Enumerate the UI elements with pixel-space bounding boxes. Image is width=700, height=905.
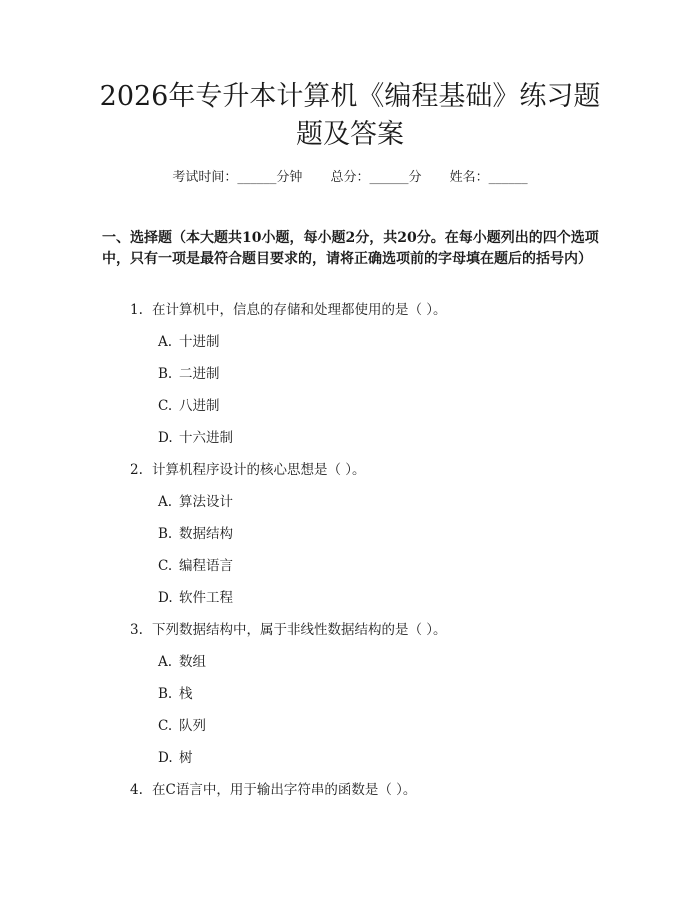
option-2a — [158, 492, 233, 512]
option-text: 算法设计 — [179, 494, 233, 510]
option-2c — [158, 556, 233, 576]
section-heading: 一、选择题（本大题共10小题，每小题2分，共20分。在每小题列出的四个选项中，只有一项是最符合题目要求的，请将正确选项前的字母填在题后的括号内） — [102, 230, 599, 267]
question-text: 计算机程序设计的核心思想是（ ）。 — [152, 462, 366, 478]
option-letter: A. — [158, 334, 173, 350]
option-letter: D. — [158, 590, 173, 606]
option-text: 十进制 — [179, 334, 220, 350]
question-number: 4. — [130, 782, 143, 798]
question-text: 在计算机中，信息的存储和处理都使用的是（ ）。 — [152, 302, 447, 318]
option-text: 十六进制 — [179, 430, 233, 446]
option-2d — [158, 588, 233, 608]
question-3 — [130, 620, 447, 640]
question-2 — [130, 460, 366, 480]
option-letter: D. — [158, 430, 173, 446]
option-letter: B. — [158, 686, 173, 702]
question-4 — [130, 780, 416, 800]
question-text: 在C语言中，用于输出字符串的函数是（ ）。 — [152, 782, 417, 798]
question-number: 3. — [130, 622, 143, 638]
option-letter: A. — [158, 494, 173, 510]
question-1 — [130, 300, 447, 320]
option-3c — [158, 716, 206, 736]
option-1c — [158, 396, 220, 416]
question-text: 下列数据结构中，属于非线性数据结构的是（ ）。 — [152, 622, 447, 638]
option-text: 栈 — [179, 686, 193, 702]
option-letter: D. — [158, 750, 173, 766]
option-3a — [158, 652, 206, 672]
option-letter: C. — [158, 718, 173, 734]
question-number: 1. — [130, 302, 143, 318]
option-text: 软件工程 — [179, 590, 233, 606]
option-3b — [158, 684, 193, 704]
option-1a — [158, 332, 220, 352]
option-letter: B. — [158, 526, 173, 542]
option-text: 队列 — [179, 718, 206, 734]
option-2b — [158, 524, 233, 544]
option-text: 树 — [179, 750, 193, 766]
option-3d — [158, 748, 193, 768]
option-letter: C. — [158, 398, 173, 414]
question-number: 2. — [130, 462, 143, 478]
option-1b — [158, 364, 220, 384]
option-text: 数据结构 — [179, 526, 233, 542]
exam-meta — [0, 168, 700, 188]
option-text: 数组 — [179, 654, 206, 670]
option-text: 八进制 — [179, 398, 220, 414]
option-letter: B. — [158, 366, 173, 382]
option-letter: C. — [158, 558, 173, 574]
option-letter: A. — [158, 654, 173, 670]
option-text: 编程语言 — [179, 558, 233, 574]
exam-time-label: 考试时间：______分钟 — [172, 170, 303, 185]
option-text: 二进制 — [179, 366, 220, 382]
student-name-label: 姓名：______ — [449, 170, 528, 185]
page-title: 2026年专升本计算机《编程基础》练习题题及答案 — [99, 81, 601, 150]
option-1d — [158, 428, 233, 448]
total-score-label: 总分：______分 — [330, 170, 422, 185]
